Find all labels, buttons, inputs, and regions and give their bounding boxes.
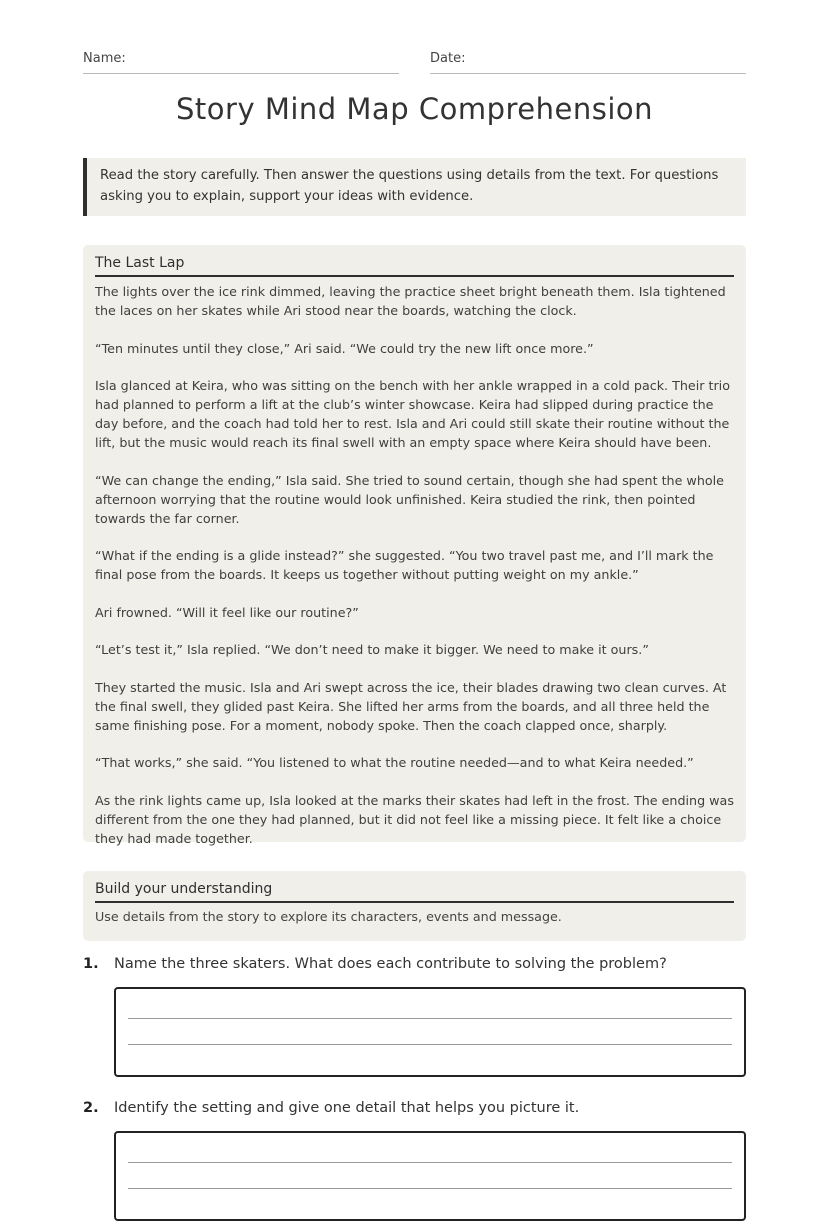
understanding-heading: Build your understanding xyxy=(95,881,734,903)
instructions-box xyxy=(83,158,746,216)
answer-line xyxy=(128,1188,732,1189)
story-paragraph: The lights over the ice rink dimmed, leaving the practice sheet bright beneath them. Isla tightened the laces on her skates while Ari stood near the boards, watching the clock. xyxy=(95,284,726,318)
understanding-panel xyxy=(83,871,746,941)
story-paragraph: “Ten minutes until they close,” Ari said. “We could try the new lift once more.” xyxy=(95,340,594,356)
question-number: 1. xyxy=(83,956,99,972)
story-paragraph: Isla glanced at Keira, who was sitting on the bench with her ankle wrapped in a cold pack. Their trio had planned to perform a lift at the club’s winter showcase. Keira had slipped during practice the day before, and the coach had told her to rest. Isla and Ari could still skate their routine without the lift, but the music would reach its final swell with an empty space where Keira should have been. xyxy=(95,378,730,450)
story-heading: The Last Lap xyxy=(95,255,734,277)
story-paragraph: Ari frowned. “Will it feel like our routine?” xyxy=(95,604,359,620)
story-panel xyxy=(83,245,746,846)
page-title: Story Mind Map Comprehension xyxy=(176,92,653,126)
question-number: 2. xyxy=(83,1100,99,1116)
question-text: Name the three skaters. What does each contribute to solving the problem? xyxy=(114,956,667,972)
answer-line xyxy=(128,1162,732,1163)
answer-line xyxy=(128,1044,732,1045)
question-text: Identify the setting and give one detail that helps you picture it. xyxy=(114,1100,580,1116)
answer-line xyxy=(128,1018,732,1019)
story-paragraph: “Let’s test it,” Isla replied. “We don’t need to make it bigger. We need to make it ours.” xyxy=(95,642,649,657)
story-paragraph: As the rink lights came up, Isla looked at the marks their skates had left in the frost. The ending was different from the one they had planned, but it did not feel like a missing piece. It felt like a choice they had made together. xyxy=(95,792,734,846)
name-field[interactable] xyxy=(83,51,399,74)
date-label: Date: xyxy=(430,51,466,66)
story-paragraph: “We can change the ending,” Isla said. She tried to sound certain, though she had spent the whole afternoon worrying that the routine would look unfinished. Keira studied the rink, then pointed towards the far corner. xyxy=(95,472,724,526)
date-field[interactable] xyxy=(430,51,746,74)
story-paragraph: “What if the ending is a glide instead?” she suggested. “You two travel past me, and I’ll mark the final pose from the boards. It keeps us together without putting weight on my ankle.” xyxy=(95,548,714,582)
answer-box-1[interactable] xyxy=(114,987,746,1077)
name-date-row xyxy=(83,51,746,73)
answer-box-2[interactable] xyxy=(114,1131,746,1221)
story-paragraph: They started the music. Isla and Ari swept across the ice, their blades drawing two clean curves. At the final swell, they glided past Keira. She lifted her arms from the boards, and all three held the same finishing pose. For a moment, nobody spoke. Then the coach clapped once, sharply. xyxy=(95,679,727,733)
story-paragraph: “That works,” she said. “You listened to what the routine needed—and to what Keira needed.” xyxy=(95,755,694,770)
story-text xyxy=(95,282,734,848)
understanding-subtitle: Use details from the story to explore its characters, events and message. xyxy=(95,909,562,924)
instructions-text: Read the story carefully. Then answer the questions using details from the text. For questions asking you to explain, support your ideas with evidence. xyxy=(100,168,719,204)
name-label: Name: xyxy=(83,51,126,66)
